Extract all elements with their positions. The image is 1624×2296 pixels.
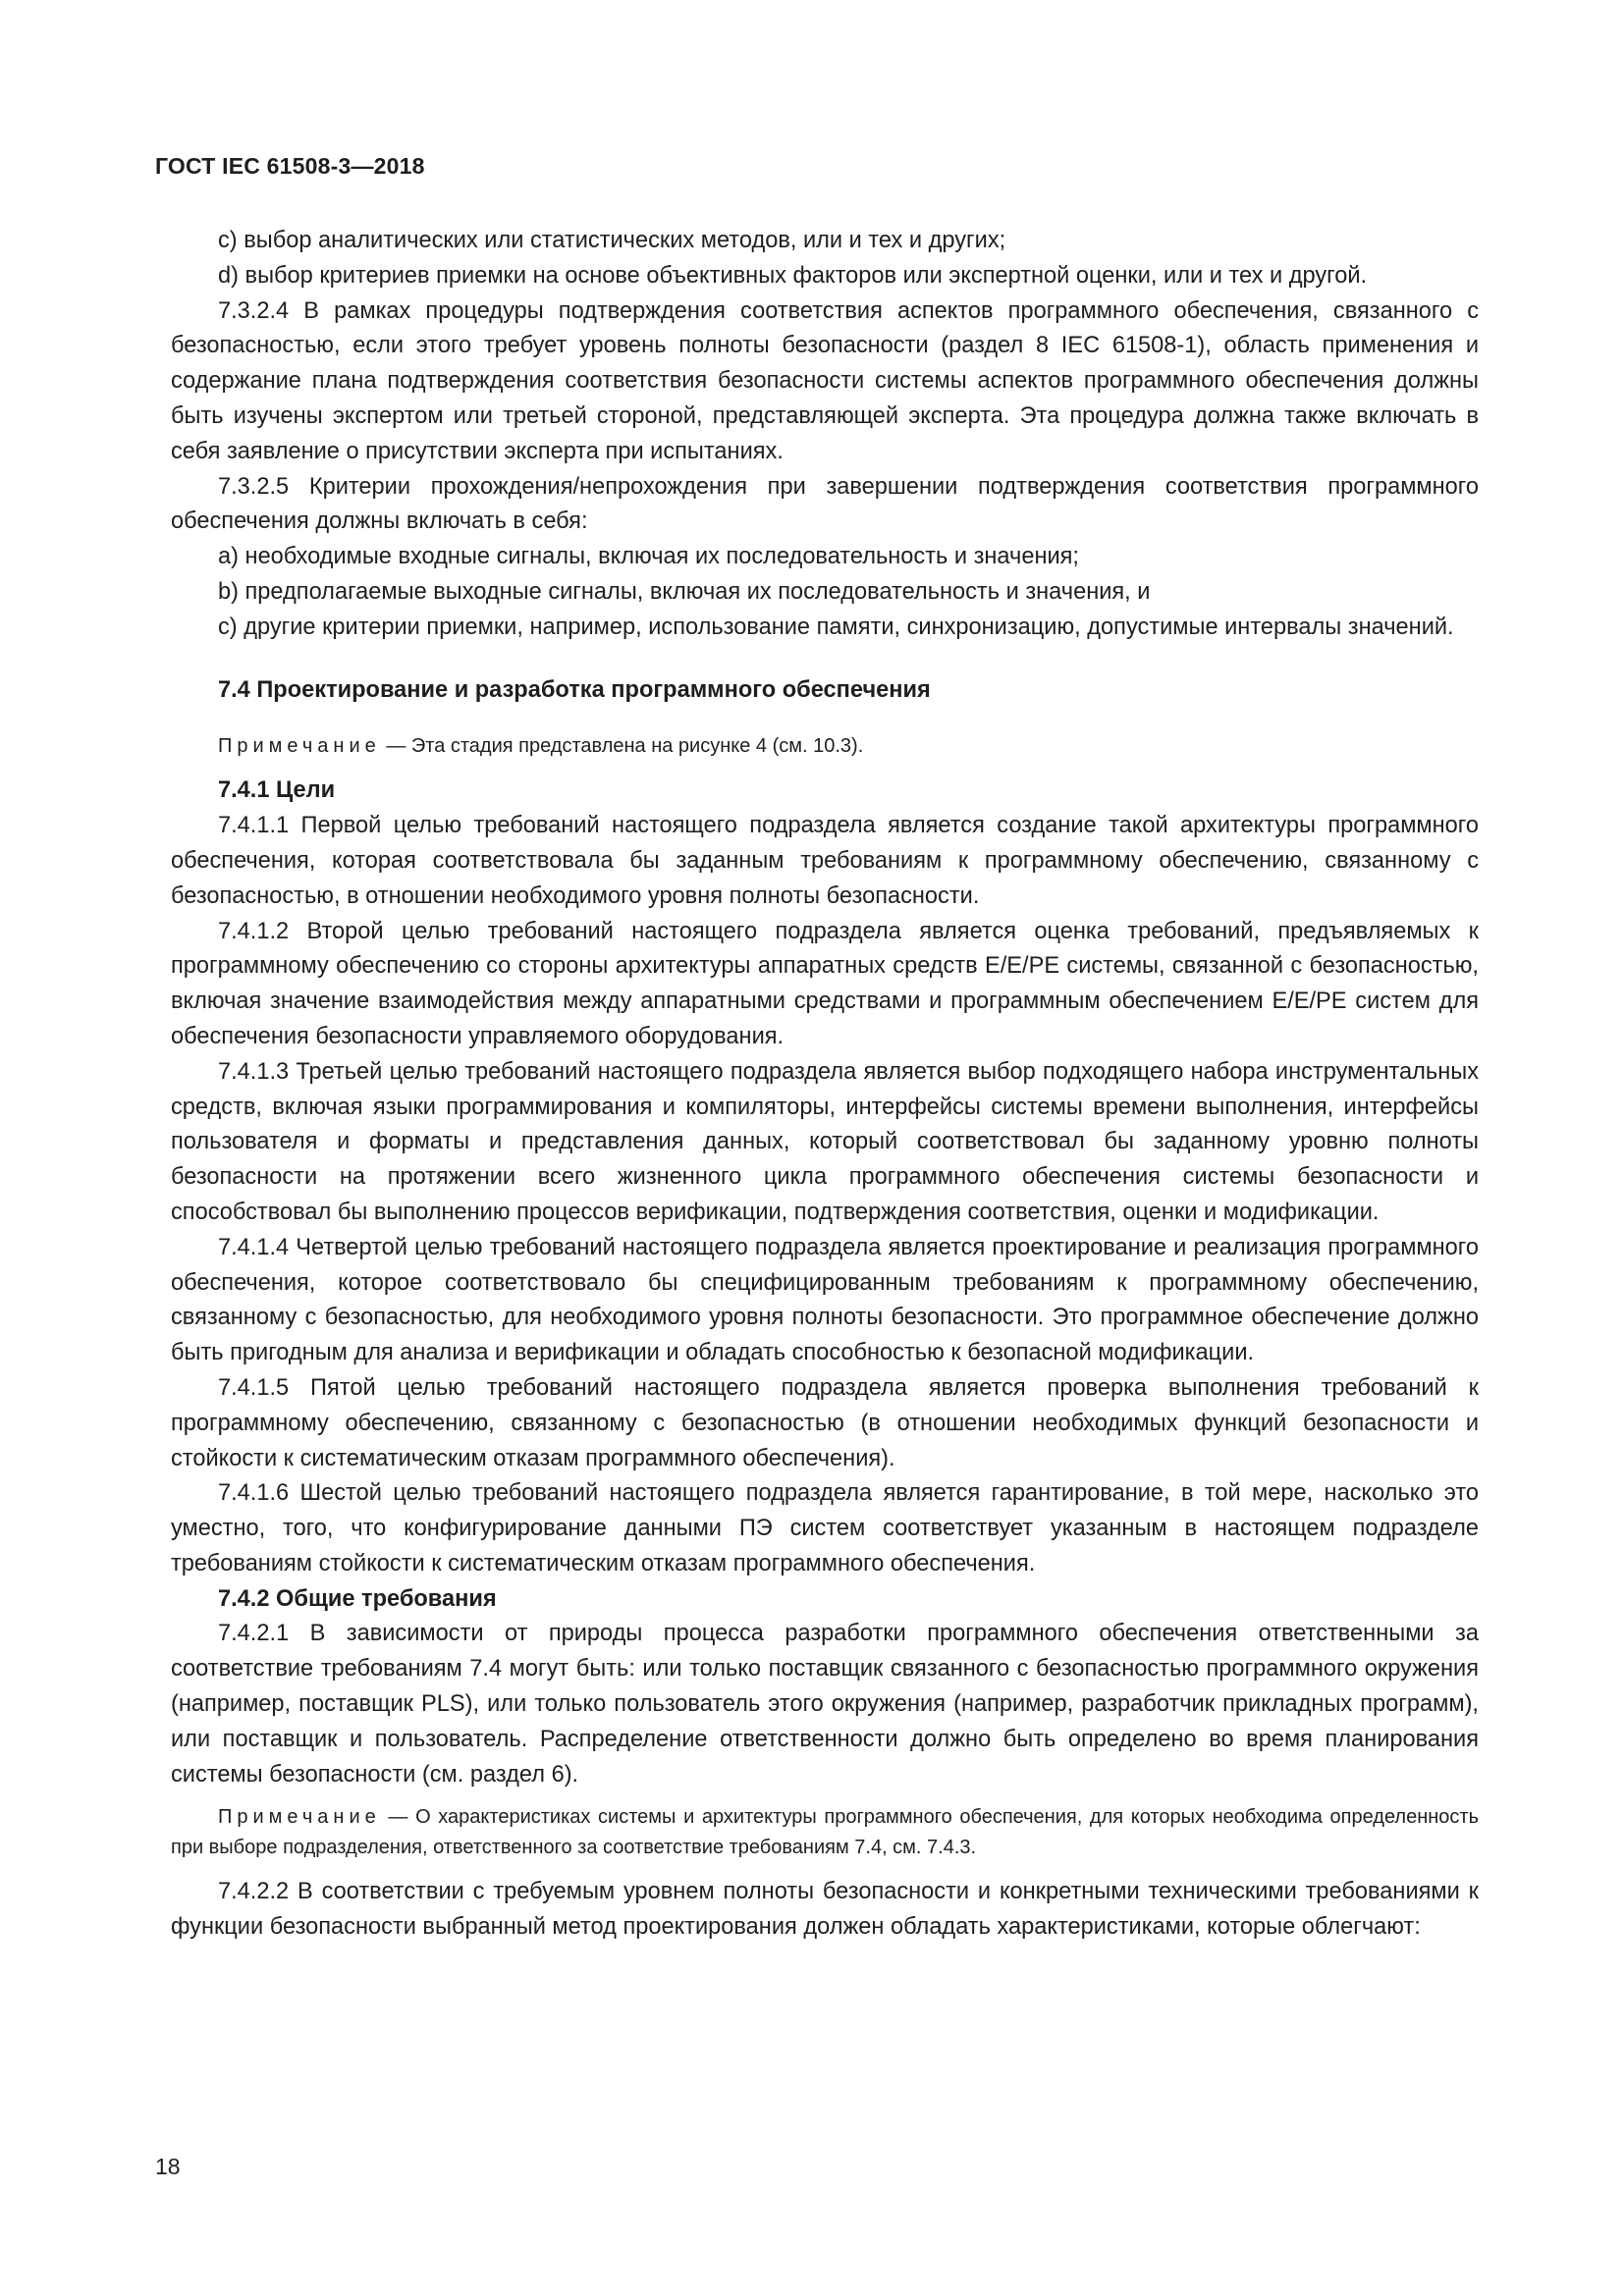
clause-7-4-1-3: 7.4.1.3 Третьей целью требований настоящего подраздела является выбор подходящего набора инструментальных средств, включая языки программирования и компиляторы, интерфейсы системы времени выполнения, интерфейсы пользователя и форматы и представления данных, который соответствовал бы заданному уровню полноты безопасности на протяжении всего жизненного цикла программного обеспечения системы безопасности и способствовал бы выполнению процессов верификации, подтверждения соответствия, оценки и модификации.: [171, 1058, 1479, 1225]
clause-7-4-1-4: 7.4.1.4 Четвертой целью требований настоящего подраздела является проектирование и реализация программного обеспечения, которое соответствовало бы специфицированным требованиям к программному обеспечению, связанному с безопасностью, для необходимого уровня полноты безопасности. Это программное обеспечение должно быть пригодным для анализа и верификации и обладать способностью к безопасной модификации.: [171, 1234, 1479, 1366]
note-text: — Эта стадия представлена на рисунке 4 (см. 10.3).: [380, 735, 864, 758]
document-body: [171, 224, 1479, 1946]
note-label: Примечание: [218, 735, 381, 758]
clause-7-4-1-6: 7.4.1.6 Шестой целью требований настоящего подраздела является гарантирование, в той мере, насколько это уместно, того, что конфигурирование данными ПЭ систем соответствует указанным в настоящем подразделе требованиям стойкости к систематическим отказам программного обеспечения.: [171, 1480, 1479, 1576]
section-heading-7-4: 7.4 Проектирование и разработка программного обеспечения: [218, 676, 931, 703]
clause-7-3-2-4: 7.3.2.4 В рамках процедуры подтверждения соответствия аспектов программного обеспечения, связанного с безопасностью, если этого требует уровень полноты безопасности (раздел 8 IEC 61508-1), область применения и содержание плана подтверждения соответствия безопасности системы аспектов программного обеспечения должны быть изучены экспертом или третьей стороной, представляющей эксперта. Эта процедура должна также включать в себя заявление о присутствии эксперта при испытаниях.: [171, 297, 1479, 464]
clause-7-4-2-1: 7.4.2.1 В зависимости от природы процесса разработки программного обеспечения ответственными за соответствие требованиям 7.4 могут быть: или только поставщик связанного с безопасностью программного окружения (например, поставщик PLS), или только пользователь этого окружения (например, разработчик прикладных программ), или поставщик и пользователь. Распределение ответственности должно быть определено во время планирования системы безопасности (см. раздел 6).: [171, 1621, 1479, 1788]
clause-7-3-2-5: 7.3.2.5 Критерии прохождения/непрохождения при завершении подтверждения соответствия программного обеспечения должны включать в себя:: [171, 473, 1479, 535]
standard-header: ГОСТ IEC 61508-3—2018: [155, 153, 425, 179]
clause-7-4-1-5: 7.4.1.5 Пятой целью требований настоящего подраздела является проверка выполнения требований к программному обеспечению, связанному с безопасностью (в отношении необходимых функций безопасности и стойкости к систематическим отказам программного обеспечения).: [171, 1374, 1479, 1471]
list-item-d: d) выбор критериев приемки на основе объективных факторов или экспертной оценки, или и тех и другой.: [218, 262, 1368, 289]
subsection-heading-7-4-2: 7.4.2 Общие требования: [218, 1585, 497, 1612]
subsection-heading-7-4-1: 7.4.1 Цели: [218, 777, 336, 804]
note-text: — О характеристиках системы и архитектуры программного обеспечения, для которых необходима определенность при выборе подразделения, ответственного за соответствие требованиям 7.4, см. 7.4.3.: [171, 1806, 1479, 1859]
clause-7-4-2-2: 7.4.2.2 В соответствии с требуемым уровнем полноты безопасности и конкретными техническими требованиями к функции безопасности выбранный метод проектирования должен обладать характеристиками, которые облегчают:: [171, 1879, 1479, 1941]
list-item-c-criteria: c) другие критерии приемки, например, использование памяти, синхронизацию, допустимые интервалы значений.: [218, 614, 1454, 640]
clause-7-4-1-1: 7.4.1.1 Первой целью требований настоящего подраздела является создание такой архитектуры программного обеспечения, которая соответствовала бы заданным требованиям к программному обеспечению, связанному с безопасностью, в отношении необходимого уровня полноты безопасности.: [171, 813, 1479, 909]
list-item-a: a) необходимые входные сигналы, включая их последовательность и значения;: [218, 544, 1079, 570]
list-item-c: c) выбор аналитических или статистических методов, или и тех и других;: [218, 228, 1006, 253]
note-responsibility: [171, 1802, 1479, 1863]
clause-7-4-1-2: 7.4.1.2 Второй целью требований настоящего подраздела является оценка требований, предъявляемых к программному обеспечению со стороны архитектуры аппаратных средств Е/Е/РЕ системы, связанной с безопасностью, включая значение взаимодействия между аппаратными средствами и программным обеспечением Е/Е/РЕ систем для обеспечения безопасности управляемого оборудования.: [171, 918, 1479, 1049]
note-stage: [171, 731, 1479, 762]
note-label: Примечание: [218, 1806, 381, 1829]
page-number: 18: [155, 2154, 181, 2179]
list-item-b: b) предполагаемые выходные сигналы, включая их последовательность и значения, и: [218, 578, 1151, 605]
